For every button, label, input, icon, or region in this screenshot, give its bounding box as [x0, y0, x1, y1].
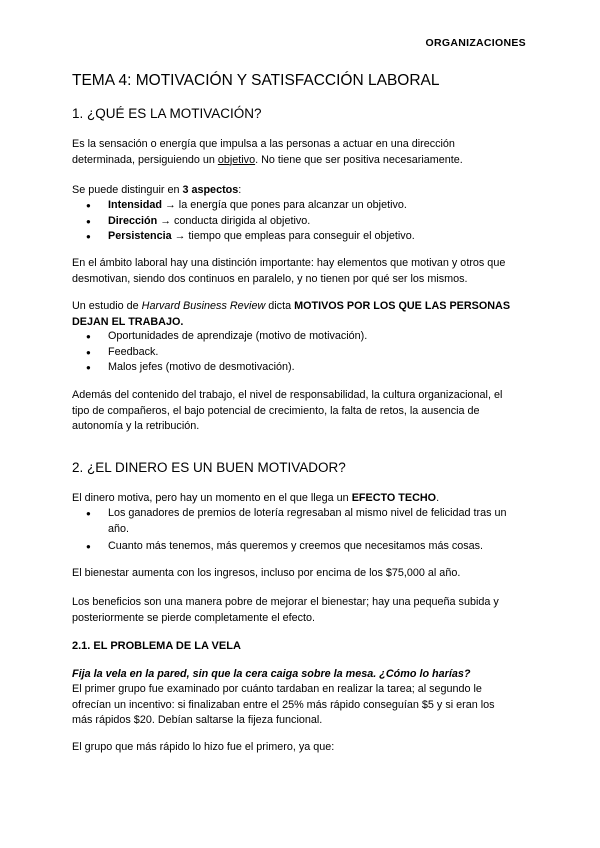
text-line: Además del contenido del trabajo, el nivel de responsabilidad, la cultura organizacional, el [72, 389, 503, 401]
italic-text: Harvard Business Review [141, 300, 266, 312]
text: : [238, 184, 242, 196]
list-item: ● Malos jefes (motivo de desmotivación). [72, 360, 532, 376]
reasons-list [72, 329, 532, 376]
text-line: tipo de compañeros, el bajo potencial de crecimiento, la falta de retos, la ausencia de [72, 404, 480, 417]
s21-paragraph-2: El grupo que más rápido lo hizo fue el primero, ya que: [72, 741, 335, 753]
aspect-desc: → conducta dirigida al objetivo. [157, 214, 311, 227]
list-item [72, 506, 532, 537]
s1-paragraph-2 [72, 183, 532, 199]
text-line: ofrecían un incentivo: si finalizaban entre el 25% más rápido conseguían $5 y si eran los [72, 698, 495, 711]
text-line: ● Los ganadores de premios de lotería regresaban al mismo nivel de felicidad tras un [108, 507, 507, 519]
text: Un estudio de [72, 300, 142, 312]
section-1-heading: 1. ¿QUÉ ES LA MOTIVACIÓN? [72, 106, 262, 121]
s1-p1-line-2 [72, 153, 532, 169]
aspect-desc: → la energía que pones para alcanzar un objetivo. [162, 199, 407, 211]
list-item [72, 229, 532, 245]
section-2-1-heading: 2.1. EL PROBLEMA DE LA VELA [72, 640, 241, 652]
s1-paragraph-5 [72, 388, 532, 435]
bold-text: MOTIVOS POR LOS QUE LAS PERSONAS [294, 300, 511, 312]
text-line: año. [108, 522, 130, 535]
bold-text: 3 aspectos [182, 184, 239, 196]
text: determinada, persiguiendo un [72, 153, 218, 166]
s2-paragraph-3 [72, 595, 532, 626]
text-line: autonomía y la retribución. [72, 420, 200, 432]
text: . No tiene que ser positiva necesariamente. [255, 153, 463, 166]
money-list [72, 506, 532, 555]
text: Se puede distinguir en [72, 184, 183, 196]
s2-paragraph-2: El bienestar aumenta con los ingresos, incluso por encima de los $75,000 al año. [72, 567, 461, 579]
s21-paragraph-1 [72, 682, 532, 729]
list-item: ● Cuanto más tenemos, más queremos y creemos que necesitamos más cosas. [72, 539, 532, 555]
list-item: ● Feedback. [72, 345, 532, 361]
s1-paragraph-4 [72, 299, 532, 330]
list-item [72, 198, 532, 214]
section-2-heading: 2. ¿EL DINERO ES UN BUEN MOTIVADOR? [72, 460, 346, 475]
s1-paragraph-1 [72, 137, 532, 168]
text: . [436, 492, 440, 504]
aspect-desc: → tiempo que empleas para conseguir el objetivo. [171, 230, 415, 242]
list-item: ● Oportunidades de aprendizaje (motivo de motivación). [72, 329, 532, 345]
text-line: El primer grupo fue examinado por cuánto tardaban en realizar la tarea; al segundo le [72, 683, 482, 695]
objetivo-underlined: objetivo [217, 153, 256, 166]
aspect-name: Intensidad [108, 199, 162, 211]
text: El dinero motiva, pero hay un momento en el que llega un [72, 492, 352, 504]
text-line: Los beneficios son una manera pobre de mejorar el bienestar; hay una pequeña subida y [72, 596, 499, 608]
italic-bold-question: Fija la vela en la pared, sin que la cera caiga sobre la mesa. ¿Cómo lo harías? [72, 668, 471, 680]
aspect-name: Persistencia [108, 230, 172, 242]
header-section-label: ORGANIZACIONES [425, 37, 526, 49]
list-item [72, 214, 532, 230]
s1-p1-line-1: Es la sensación o energía que impulsa a las personas a actuar en una dirección [72, 138, 455, 150]
text-line [72, 299, 532, 315]
bold-text: DEJAN EL TRABAJO. [72, 315, 184, 328]
page-title: TEMA 4: MOTIVACIÓN Y SATISFACCIÓN LABORAL [72, 72, 440, 89]
text: dicta [265, 300, 295, 312]
s2-paragraph-1 [72, 491, 532, 507]
s21-question [72, 667, 532, 683]
aspect-name: Dirección [108, 214, 158, 227]
aspects-list [72, 198, 532, 245]
text-line: más rápidos $20. Debían saltarse la fijeza funcional. [72, 714, 323, 726]
text-line: posteriormente se pierde completamente el efecto. [72, 611, 316, 624]
text-line [72, 315, 532, 331]
text-line: desmotivan, siendo dos continuos en paralelo, y no tienen por qué ser los mismos. [72, 272, 468, 285]
text-line: En el ámbito laboral hay una distinción importante: hay elementos que motivan y otros que [72, 257, 506, 269]
s1-paragraph-3 [72, 256, 532, 287]
bold-text: EFECTO TECHO [351, 492, 437, 504]
